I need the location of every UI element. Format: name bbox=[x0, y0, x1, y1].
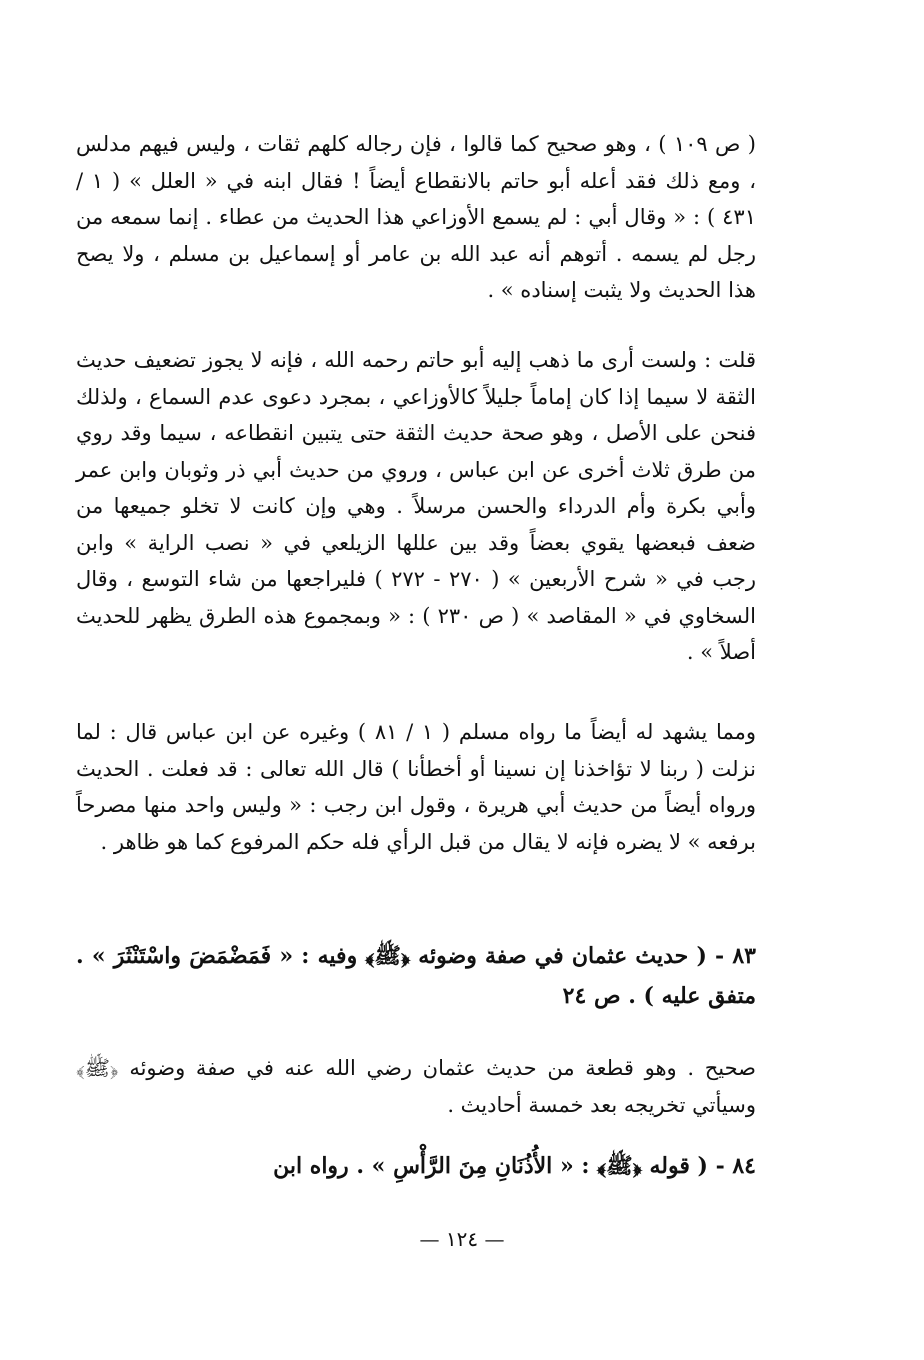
page-number: — ١٢٤ — bbox=[419, 1227, 505, 1251]
paragraph-supporting-evidence: ومما يشهد له أيضاً ما رواه مسلم ( ١ / ٨١ ) وغيره عن ابن عباس قال : لما نزلت ( ربنا لا تؤاخذنا إن نسينا أو أخطأنا ) قال الله تعالى : قد فعلت . الحديث ورواه أيضاً من حديث أبي هريرة ، وقول ابن رجب : « وليس واحد منها مصرحاً برفعه » لا يضره فإنه لا يقال من قبل الرأي فله حكم المرفوع كما هو ظاهر . bbox=[76, 720, 756, 854]
paragraph-author-comment: قلت : ولست أرى ما ذهب إليه أبو حاتم رحمه الله ، فإنه لا يجوز تضعيف حديث الثقة لا سيما إذا كان إماماً جليلاً كالأوزاعي ، بمجرد دعوى عدم السماع ، ولذلك فنحن على الأصل ، وهو صحة حديث الثقة حتى يتبين انقطاعه ، سيما وقد روي من طرق ثلاث أخرى عن ابن عباس ، وروي من حديث أبي ذر وثوبان وابن عمر وأبي بكرة وأم الدرداء والحسن مرسلاً . وهي وإن كانت لا تخلو جميعها من ضعف فبعضها يقوي بعضاً وقد بين عللها الزيلعي في « نصب الراية » وابن رجب في « شرح الأربعين » ( ٢٧٠ - ٢٧٢ ) فليراجعها من شاء التوسع ، وقال السخاوي في « المقاصد » ( ص ٢٣٠ ) : « وبمجموع هذه الطرق يظهر للحديث أصلاً » . bbox=[76, 348, 757, 664]
paragraph-hadith-83-grading: صحيح . وهو قطعة من حديث عثمان رضي الله عنه في صفة وضوئه ﴿ﷺ﴾ وسيأتي تخريجه بعد خمسة أحاديث . bbox=[76, 1056, 756, 1117]
hadith-heading-84: ٨٤ - ( قوله ﴿ﷺ﴾ : « الأُذُنَانِ مِنَ الرَّأْسِ » . رواه ابن bbox=[273, 1153, 756, 1179]
hadith-heading-83: ٨٣ - ( حديث عثمان في صفة وضوئه ﴿ﷺ﴾ وفيه : « فَمَضْمَضَ واسْتَنْثَرَ » . متفق عليه ) . ص ٢٤ bbox=[76, 943, 756, 1009]
paragraph-hadith-continuation: ( ص ١٠٩ ) ، وهو صحيح كما قالوا ، فإن رجاله كلهم ثقات ، وليس فيهم مدلس ، ومع ذلك فقد أعله أبو حاتم بالانقطاع أيضاً ! فقال ابنه في « العلل » ( ١ / ٤٣١ ) : « وقال أبي : لم يسمع الأوزاعي هذا الحديث من عطاء . إنما سمعه من رجل لم يسمه . أتوهم أنه عبد الله بن عامر أو إسماعيل بن مسلم ، ولا يصح هذا الحديث ولا يثبت إسناده » . bbox=[76, 132, 756, 302]
